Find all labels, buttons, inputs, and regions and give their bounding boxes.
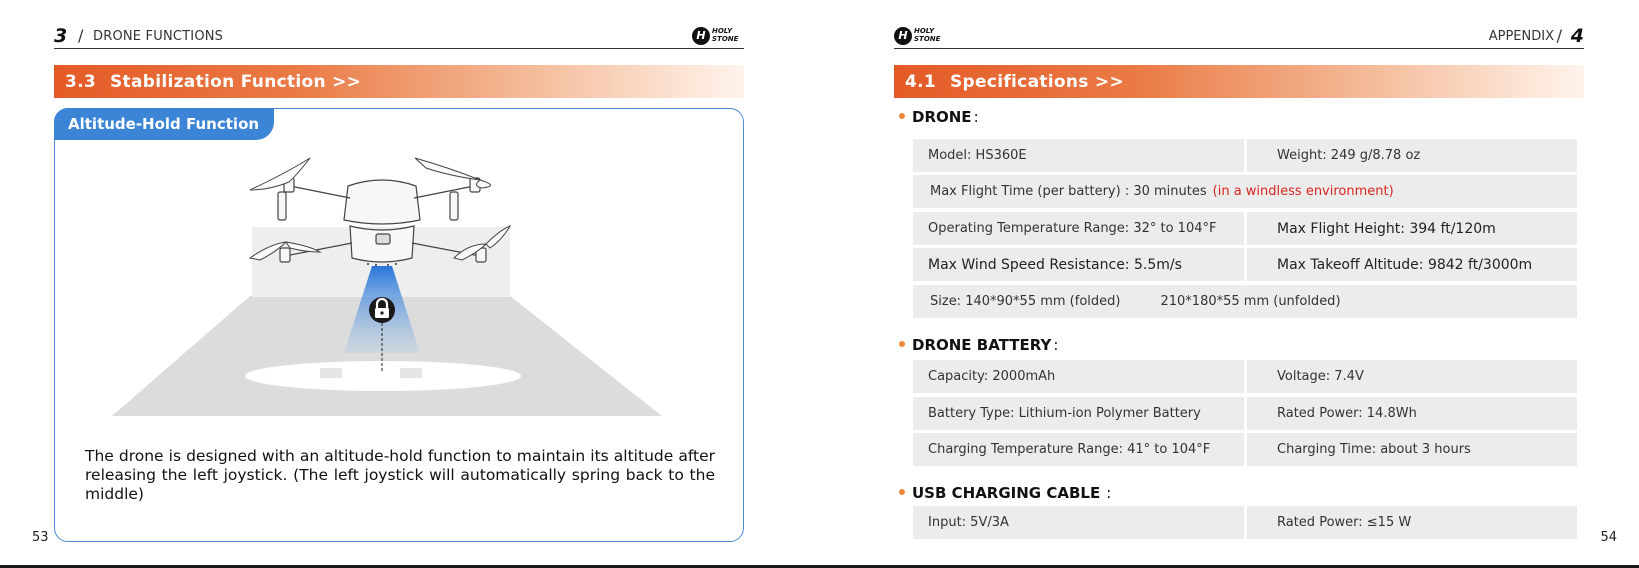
- spec-operating-temp: Operating Temperature Range: 32° to 104°F: [913, 212, 1244, 245]
- spec-row: [913, 212, 1577, 245]
- battery-heading: DRONE BATTERY :: [899, 336, 1058, 354]
- page-number-left: 53: [32, 530, 49, 545]
- spec-row: [913, 506, 1577, 539]
- chapter-number: 3: [54, 25, 68, 47]
- section-banner: [894, 65, 1584, 98]
- spec-battery-type: Battery Type: Lithium-ion Polymer Battery: [913, 397, 1244, 430]
- chapter-title: DRONE FUNCTIONS: [93, 29, 224, 44]
- spec-row: [913, 139, 1577, 172]
- spec-takeoff-altitude: Max Takeoff Altitude: 9842 ft/3000m: [1247, 248, 1577, 281]
- spec-usb-input: Input: 5V/3A: [913, 506, 1244, 539]
- spec-row: [913, 397, 1577, 430]
- panel-label: Altitude-Hold Function: [54, 108, 274, 140]
- spec-row: [913, 285, 1577, 318]
- spec-row: [913, 360, 1577, 393]
- usb-heading: USB CHARGING CABLE :: [899, 484, 1111, 502]
- header-slash: /: [78, 26, 84, 45]
- spec-model: Model: HS360E: [913, 139, 1244, 172]
- appendix-title: APPENDIX: [1488, 29, 1554, 44]
- flight-time-note: (in a windless environment): [1212, 184, 1394, 199]
- spec-size: Size: 140*90*55 mm (folded) 210*180*55 mm (unfolded): [913, 285, 1577, 318]
- bullet-dot-icon: [899, 113, 905, 119]
- landing-pad: [245, 361, 521, 391]
- page-header-left: [54, 25, 744, 49]
- spec-flight-time: Max Flight Time (per battery) : 30 minutes (in a windless environment): [913, 175, 1577, 208]
- lock-icon: [369, 297, 395, 323]
- spec-row: [913, 433, 1577, 466]
- holy-stone-logo-icon: H HOLY STONE: [692, 27, 744, 47]
- spec-usb-rated-power: Rated Power: ≤15 W: [1247, 506, 1577, 539]
- spec-rated-power: Rated Power: 14.8Wh: [1247, 397, 1577, 430]
- spec-voltage: Voltage: 7.4V: [1247, 360, 1577, 393]
- drone-heading: DRONE :: [899, 108, 979, 126]
- spec-row: [913, 248, 1577, 281]
- holy-stone-logo-icon: H HOLY STONE: [894, 27, 946, 47]
- header-slash: /: [1556, 26, 1562, 45]
- right-page: [820, 0, 1639, 568]
- section-number: 3.3: [65, 72, 97, 92]
- section-title: Stabilization Function >>: [110, 72, 362, 92]
- spec-charging-time: Charging Time: about 3 hours: [1247, 433, 1577, 466]
- spec-wind-resistance: Max Wind Speed Resistance: 5.5m/s: [913, 248, 1244, 281]
- page-number-right: 54: [1600, 530, 1617, 545]
- bullet-dot-icon: [899, 489, 905, 495]
- drone-illustration: [100, 148, 680, 423]
- section-title: Specifications >>: [950, 72, 1124, 92]
- bullet-dot-icon: [899, 341, 905, 347]
- spec-max-height: Max Flight Height: 394 ft/120m: [1247, 212, 1577, 245]
- appendix-number: 4: [1570, 25, 1584, 47]
- spec-row: [913, 175, 1577, 208]
- page-header-right: [894, 25, 1584, 49]
- spec-charging-temp: Charging Temperature Range: 41° to 104°F: [913, 433, 1244, 466]
- section-number: 4.1: [905, 72, 937, 92]
- spec-weight: Weight: 249 g/8.78 oz: [1247, 139, 1577, 172]
- section-banner: [54, 65, 744, 98]
- spec-capacity: Capacity: 2000mAh: [913, 360, 1244, 393]
- description-text: The drone is designed with an altitude-hold function to maintain its altitude after releasing the left joystick. (The left joystick will automatically spring back to the middle): [85, 447, 715, 503]
